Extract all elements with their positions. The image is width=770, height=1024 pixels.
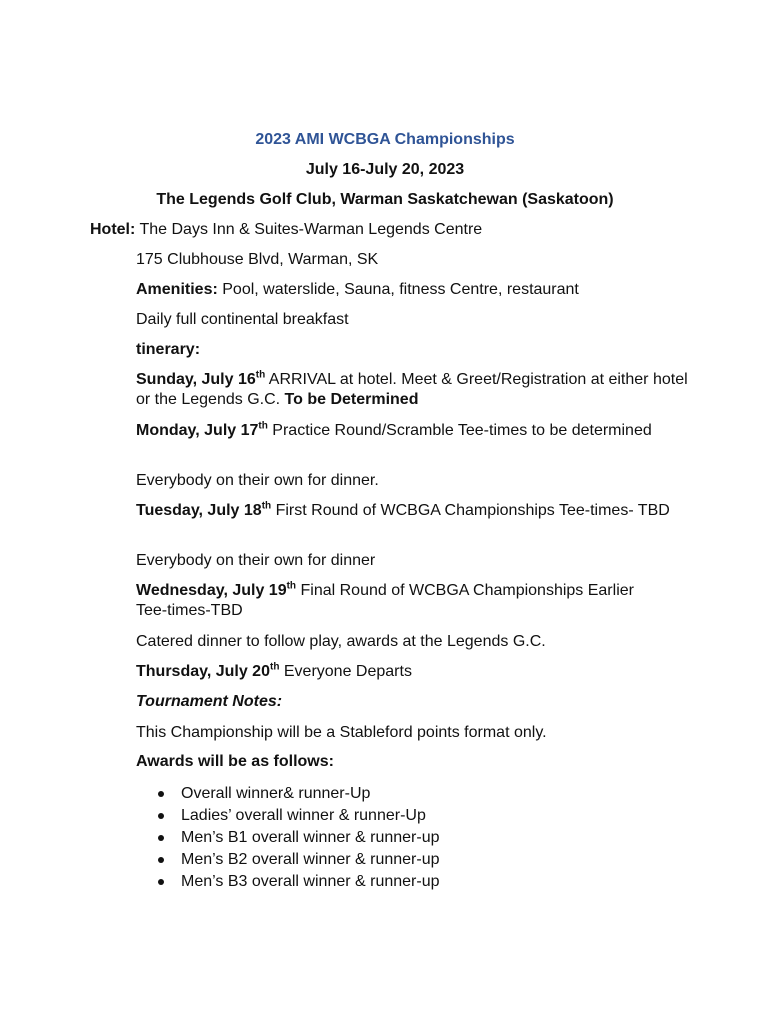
tuesday-text: First Round of WCBGA Championships Tee-times- TBD xyxy=(271,502,670,519)
tuesday-day: Tuesday, July 18 xyxy=(136,502,262,519)
itinerary-sunday xyxy=(136,370,696,410)
event-dates: July 16-July 20, 2023 xyxy=(305,161,465,178)
bullet-icon xyxy=(158,813,164,819)
award-text: Ladies’ overall winner & runner-Up xyxy=(181,807,426,824)
list-item xyxy=(136,783,440,805)
itinerary-wednesday xyxy=(136,581,656,621)
list-item xyxy=(136,805,440,827)
list-item xyxy=(136,849,440,871)
tuesday-note: Everybody on their own for dinner xyxy=(136,552,376,569)
hotel-line xyxy=(90,220,482,240)
amenities-line xyxy=(136,280,579,300)
sunday-sup: th xyxy=(255,369,266,381)
monday-day: Monday, July 17 xyxy=(136,422,259,439)
monday-sup: th xyxy=(258,420,268,432)
hotel-label: Hotel: xyxy=(90,221,136,238)
itinerary-monday xyxy=(136,421,696,441)
bullet-icon xyxy=(158,791,164,797)
sunday-bold: To be Determined xyxy=(284,391,419,408)
monday-text: Practice Round/Scramble Tee-times to be determined xyxy=(267,422,652,439)
hotel-address: 175 Clubhouse Blvd, Warman, SK xyxy=(136,251,379,268)
wednesday-day: Wednesday, July 19 xyxy=(136,582,287,599)
hotel-name: The Days Inn & Suites-Warman Legends Centre xyxy=(135,221,483,238)
tuesday-sup: th xyxy=(261,500,272,512)
thursday-day: Thursday, July 20 xyxy=(136,663,270,680)
wednesday-sup: th xyxy=(286,580,297,592)
list-item xyxy=(136,827,440,849)
thursday-text: Everyone Departs xyxy=(279,663,412,680)
wednesday-text: Final Round of WCBGA Championships Earlier Tee-times-TBD xyxy=(136,582,634,619)
sunday-day: Sunday, July 16 xyxy=(136,371,256,388)
award-text: Men’s B3 overall winner & runner-up xyxy=(181,873,440,890)
award-text: Men’s B1 overall winner & runner-up xyxy=(181,829,440,846)
award-text: Overall winner& runner-Up xyxy=(181,785,371,802)
bullet-icon xyxy=(158,835,164,841)
award-text: Men’s B2 overall winner & runner-up xyxy=(181,851,440,868)
awards-heading: Awards will be as follows: xyxy=(136,753,334,770)
itinerary-heading: tinerary: xyxy=(136,341,201,358)
page-title: 2023 AMI WCBGA Championships xyxy=(255,131,515,148)
amenities-text: Pool, waterslide, Sauna, fitness Centre, restaurant xyxy=(217,281,579,298)
monday-note: Everybody on their own for dinner. xyxy=(136,472,379,489)
bullet-icon xyxy=(158,857,164,863)
wednesday-note: Catered dinner to follow play, awards at the Legends G.C. xyxy=(136,633,546,650)
awards-list xyxy=(136,783,440,893)
itinerary-thursday xyxy=(136,662,412,682)
list-item xyxy=(136,871,440,893)
tournament-notes-heading: Tournament Notes: xyxy=(136,693,283,710)
breakfast-line: Daily full continental breakfast xyxy=(136,311,349,328)
thursday-sup: th xyxy=(269,661,280,673)
format-note: This Championship will be a Stableford points format only. xyxy=(136,724,547,741)
sunday-text: ARRIVAL at hotel. Meet & Greet/Registration at either hotel or the Legends G.C. xyxy=(136,371,688,408)
itinerary-tuesday xyxy=(136,501,696,521)
bullet-icon xyxy=(158,879,164,885)
amenities-label: Amenities: xyxy=(136,281,218,298)
event-venue: The Legends Golf Club, Warman Saskatchewan (Saskatoon) xyxy=(156,191,614,208)
